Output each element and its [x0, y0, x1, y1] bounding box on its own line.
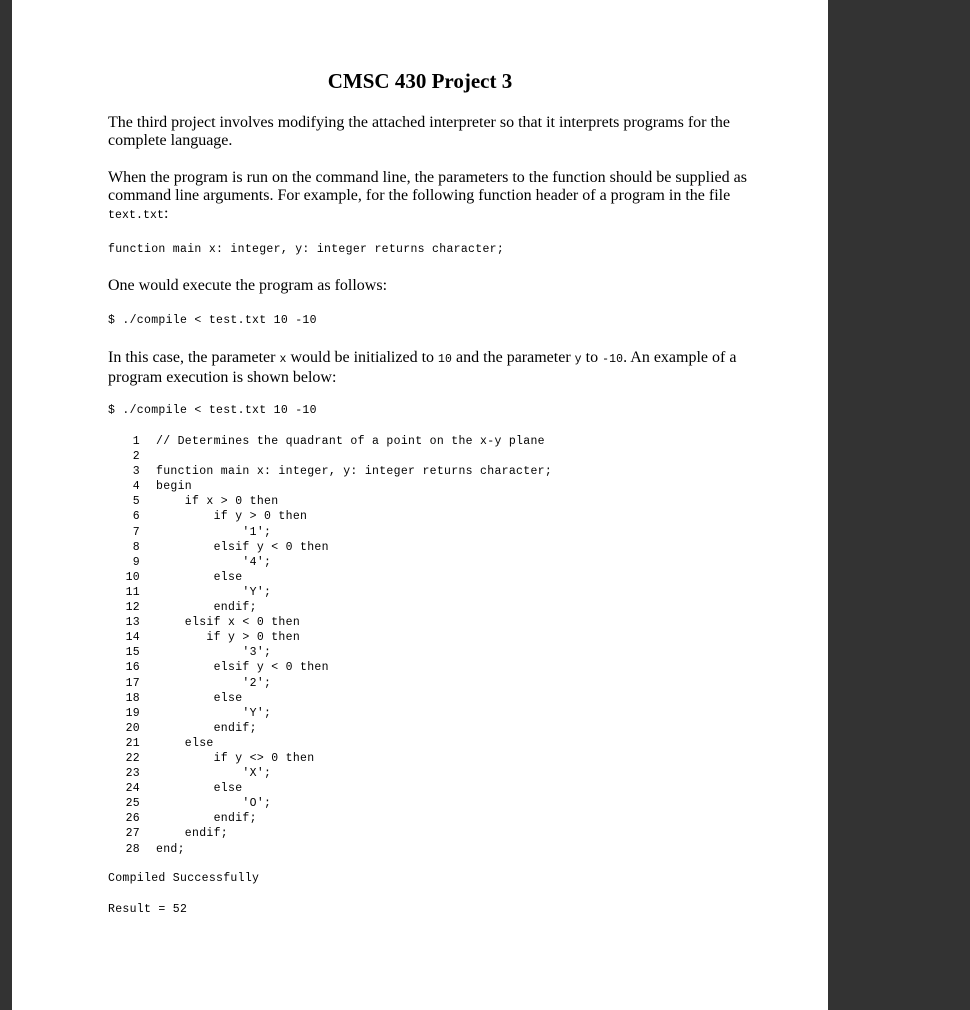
listing-line — [108, 736, 708, 751]
execute-paragraph: One would execute the program as follows: — [108, 277, 388, 294]
line-code: else — [156, 782, 243, 796]
listing-line — [108, 645, 708, 660]
listing-line — [108, 509, 708, 524]
param-x-code: x — [279, 353, 287, 366]
parameters-text-e: . An example of a program execution is shown below: — [108, 349, 737, 386]
line-code: if y > 0 then — [156, 510, 308, 524]
line-code: // Determines the quadrant of a point on the x-y plane — [156, 435, 545, 448]
command-example-1: $ ./compile < test.txt 10 -10 — [108, 314, 317, 327]
listing-line — [108, 540, 708, 555]
line-number: 6 — [132, 510, 140, 524]
listing-line — [108, 494, 708, 509]
listing-line — [108, 570, 708, 585]
line-code: '4'; — [156, 555, 272, 569]
line-code: elsif x < 0 then — [156, 616, 301, 630]
line-number: 27 — [125, 827, 140, 841]
line-number: 28 — [125, 842, 140, 856]
line-code: else — [156, 736, 214, 750]
line-code: function main x: integer, y: integer returns character; — [156, 465, 553, 479]
page-title: CMSC 430 Project 3 — [327, 69, 513, 93]
line-number: 12 — [125, 601, 140, 615]
param-y-code: y — [574, 353, 582, 366]
parameters-text-d: to — [581, 349, 603, 366]
line-number: 17 — [125, 676, 140, 690]
listing-line — [108, 842, 708, 857]
line-number: 24 — [125, 782, 140, 796]
line-code: endif; — [156, 812, 257, 826]
line-code: '1'; — [156, 525, 272, 539]
line-number: 18 — [125, 691, 140, 705]
line-code: 'Y'; — [156, 706, 272, 720]
line-code: if y > 0 then — [156, 631, 301, 645]
line-number: 23 — [125, 767, 140, 781]
line-number: 16 — [125, 661, 140, 675]
line-number: 15 — [125, 646, 140, 660]
listing-line — [108, 630, 708, 645]
parameters-paragraph — [108, 349, 748, 387]
listing-line — [108, 691, 708, 706]
listing-line — [108, 464, 708, 479]
line-number: 22 — [125, 751, 140, 765]
line-code: endif; — [156, 827, 229, 841]
line-code: if y <> 0 then — [156, 751, 315, 765]
line-code: else — [156, 570, 243, 584]
line-number: 20 — [125, 721, 140, 735]
line-number: 9 — [132, 555, 140, 569]
listing-line — [108, 811, 708, 826]
line-number: 26 — [125, 812, 140, 826]
line-number: 3 — [132, 465, 140, 479]
listing-line — [108, 585, 708, 600]
parameters-text-c: and the parameter — [452, 349, 575, 366]
listing-line — [108, 781, 708, 796]
arguments-text: When the program is run on the command line, the parameters to the function should be supplied as command line arguments. For example, for the following function header of a program in the file — [108, 169, 747, 204]
line-number: 7 — [132, 525, 140, 539]
line-number: 11 — [125, 585, 140, 599]
line-number: 8 — [132, 540, 140, 554]
line-code: endif; — [156, 721, 257, 735]
line-code: elsif y < 0 then — [156, 661, 329, 675]
result-message: Result = 52 — [108, 903, 188, 916]
listing-line — [108, 449, 708, 464]
listing-line — [108, 615, 708, 630]
listing-line — [108, 479, 708, 494]
line-code: 'X'; — [156, 767, 272, 781]
line-number: 5 — [132, 495, 140, 509]
program-listing — [108, 434, 708, 857]
arguments-paragraph — [108, 169, 748, 225]
listing-line — [108, 555, 708, 570]
line-number: 1 — [132, 435, 140, 448]
line-number: 2 — [132, 450, 140, 464]
listing-line — [108, 434, 708, 449]
line-code: end; — [156, 842, 185, 856]
line-code: if x > 0 then — [156, 495, 279, 509]
listing-line — [108, 660, 708, 675]
viewer-left-margin — [0, 0, 12, 1010]
listing-line — [108, 766, 708, 781]
listing-line — [108, 525, 708, 540]
listing-line — [108, 600, 708, 615]
parameters-text-a: In this case, the parameter — [108, 349, 280, 366]
line-number: 25 — [125, 797, 140, 811]
viewer-right-panel — [828, 0, 970, 1010]
line-code: 'Y'; — [156, 585, 272, 599]
listing-line — [108, 706, 708, 721]
intro-paragraph: The third project involves modifying the attached interpreter so that it interprets programs for the complete language. — [108, 114, 731, 149]
arguments-text-end: : — [164, 205, 169, 222]
file-name-code: text.txt — [108, 209, 165, 222]
line-code: 'O'; — [156, 797, 272, 811]
command-example-2: $ ./compile < test.txt 10 -10 — [108, 404, 317, 417]
line-number: 14 — [125, 631, 140, 645]
listing-line — [108, 676, 708, 691]
parameters-text-b: would be initialized to — [286, 349, 439, 366]
listing-line — [108, 796, 708, 811]
line-code: '3'; — [156, 646, 272, 660]
listing-line — [108, 751, 708, 766]
line-code: elsif y < 0 then — [156, 540, 329, 554]
line-number: 19 — [125, 706, 140, 720]
line-code: begin — [156, 480, 193, 494]
value-neg10-code: -10 — [602, 353, 624, 366]
line-number: 4 — [132, 480, 140, 494]
value-10-code: 10 — [438, 353, 453, 366]
line-code: endif; — [156, 601, 257, 615]
line-number: 10 — [125, 570, 140, 584]
line-code: else — [156, 691, 243, 705]
document-page — [12, 0, 828, 1010]
compiled-message: Compiled Successfully — [108, 872, 260, 885]
line-number: 21 — [125, 736, 140, 750]
listing-line — [108, 826, 708, 841]
function-header-code: function main x: integer, y: integer returns character; — [108, 243, 505, 256]
listing-line — [108, 721, 708, 736]
line-code: '2'; — [156, 676, 272, 690]
line-number: 13 — [125, 616, 140, 630]
